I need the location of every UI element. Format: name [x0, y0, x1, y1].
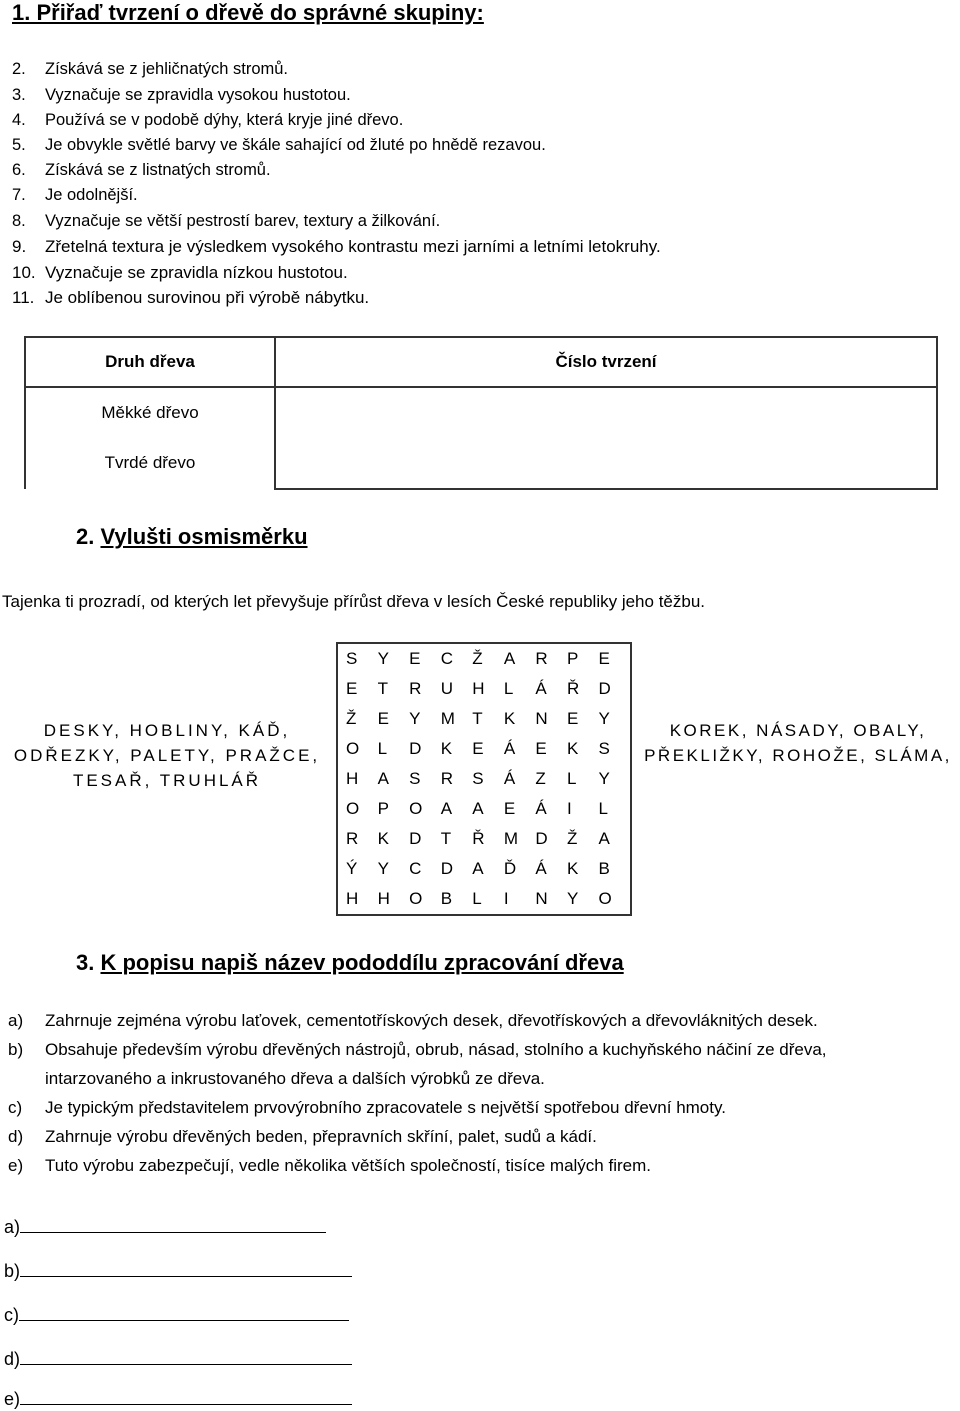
list-item: 2. Získává se z jehličnatých stromů. — [12, 60, 289, 78]
list-item: 6. Získává se z listnatých stromů. — [12, 161, 271, 179]
row-label-hardwood: Tvrdé dřevo — [104, 453, 196, 472]
list-item: 11. Je oblíbenou surovinou při výrobě nábytku. — [12, 288, 370, 307]
answer-line-b[interactable]: b) — [4, 1258, 352, 1282]
section1-title: 1. Přiřaď tvrzení o dřevě do správné skupiny: — [12, 0, 484, 25]
grid-row: O P O A A E Á I L — [346, 799, 608, 818]
grid-row: R K D T Ř M D Ž A — [346, 829, 610, 848]
list-item: 9. Zřetelná textura je výsledkem vysokého kontrastu mezi jarními a letními letokruhy. — [12, 237, 661, 256]
list-item: 8. Vyznačuje se větší pestrostí barev, textury a žilkování. — [12, 212, 441, 230]
answer-line-c[interactable]: c) — [4, 1302, 349, 1326]
wood-type-table — [24, 336, 938, 490]
grid-row: Ž E Y M T K N E Y — [346, 709, 610, 728]
word-list-right: KOREK, NÁSADY, OBALY, PŘEKLIŽKY, ROHOŽE, SLÁMA, — [644, 721, 952, 765]
grid-row: Ý Y C D A Ď Á K B — [346, 859, 610, 878]
answer-line-d[interactable]: d) — [4, 1346, 352, 1370]
row-label-softwood: Měkké dřevo — [101, 403, 199, 422]
answer-line-e[interactable]: e) — [4, 1386, 352, 1410]
grid-row: E T R U H L Á Ř D — [346, 679, 611, 698]
grid-row: H A S R S Á Z L Y — [346, 769, 610, 788]
section2-intro: Tajenka ti prozradí, od kterých let převyšuje přírůst dřeva v lesích České republiky jeho těžbu. — [2, 592, 706, 611]
table-row-labels — [25, 387, 275, 489]
list-item: c) Je typickým představitelem prvovýrobního zpracovatele s největší spotřebou dřevní hmoty. — [8, 1098, 726, 1117]
section2-title: 2. Vylušti osmisměrku — [76, 524, 308, 549]
wordsearch-grid — [336, 642, 632, 916]
grid-row: O L D K E Á E K S — [346, 739, 610, 758]
list-item: intarzovaného a inkrustovaného dřeva a dalších výrobků ze dřeva. — [45, 1069, 545, 1088]
answer-line-a[interactable]: a) — [4, 1214, 326, 1238]
grid-row: S Y E C Ž A R P E — [346, 649, 610, 668]
list-item: 4. Používá se v podobě dýhy, která kryje jiné dřevo. — [12, 111, 404, 129]
list-item: 3. Vyznačuje se zpravidla vysokou hustotou. — [12, 86, 351, 104]
list-item: a) Zahrnuje zejména výrobu laťovek, cementotřískových desek, dřevotřískových a dřevovláknitých desek. — [8, 1011, 818, 1030]
list-item: d) Zahrnuje výrobu dřevěných beden, přepravních skříní, palet, sudů a kádí. — [8, 1127, 597, 1146]
word-list-left: DESKY, HOBLINY, KÁĎ, ODŘEZKY, PALETY, PRAŽCE, TESAŘ, TRUHLÁŘ — [13, 721, 321, 790]
section3-title: 3. K popisu napiš název pododdílu zpracování dřeva — [76, 950, 624, 975]
grid-row: H H O B L I N Y O — [346, 889, 612, 908]
table-header-wood-type: Druh dřeva — [25, 337, 275, 387]
answer-cell[interactable] — [275, 387, 937, 489]
list-item: 10. Vyznačuje se zpravidla nízkou hustotou. — [12, 263, 348, 282]
table-header-statement-number: Číslo tvrzení — [275, 337, 937, 387]
list-item: b) Obsahuje především výrobu dřevěných nástrojů, obrub, násad, stolního a kuchyňského náčiní ze dřeva, — [8, 1040, 827, 1059]
list-item: e) Tuto výrobu zabezpečují, vedle několika větších společností, tisíce malých firem. — [8, 1156, 651, 1175]
list-item: 7. Je odolnější. — [12, 186, 138, 204]
list-item: 5. Je obvykle světlé barvy ve škále sahající od žluté po hnědě rezavou. — [12, 136, 546, 154]
